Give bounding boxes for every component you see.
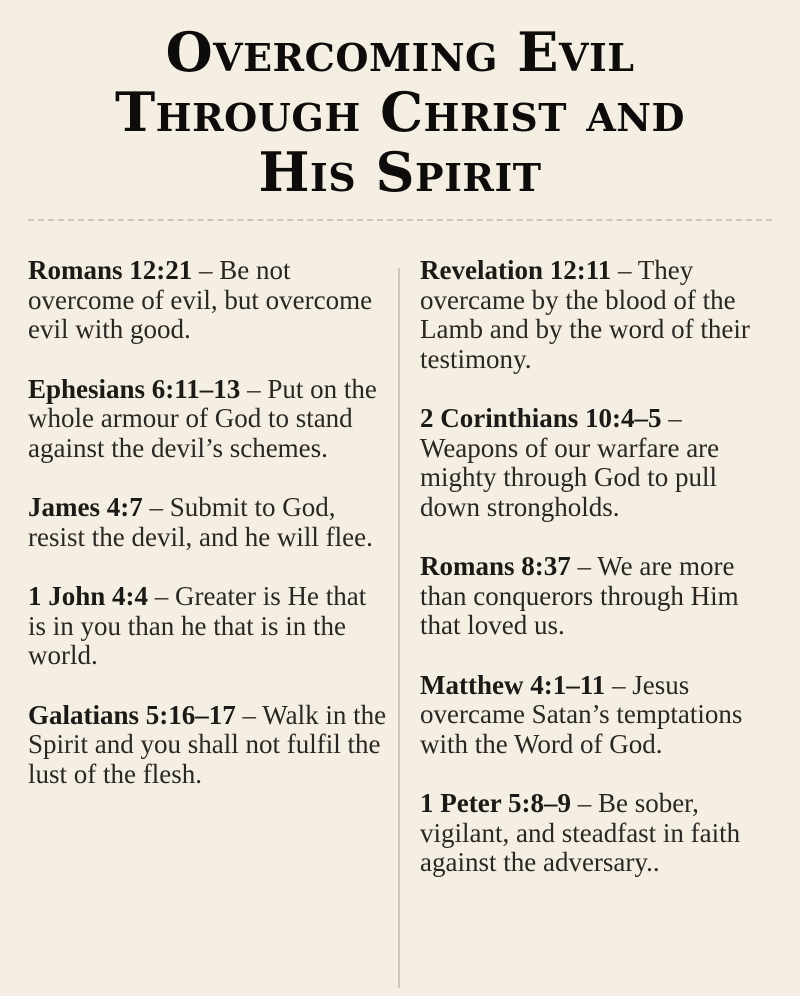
verse-entry: [420, 256, 782, 374]
verse-entry: [28, 582, 390, 671]
title-line: His Spirit: [258, 140, 542, 204]
verse-entry: [420, 671, 782, 760]
verse-entry: [420, 552, 782, 641]
verse-text: – Submit to God, resist the devil, and he will flee.: [28, 492, 373, 552]
verse-reference: 1 John 4:4: [28, 581, 149, 611]
title-line: Through Christ and: [115, 80, 685, 144]
verse-reference: 2 Corinthians 10:4–5: [420, 403, 662, 433]
page-title: [0, 22, 800, 202]
verse-text: – Weapons of our warfare are mighty through God to pull down strongholds.: [420, 403, 720, 522]
verse-text: – Walk in the Spirit and you shall not fulfil the lust of the flesh.: [28, 699, 387, 789]
verse-text: – Be not overcome of evil, but overcome evil with good.: [28, 255, 373, 344]
right-column: [420, 256, 782, 908]
left-column: [28, 256, 390, 819]
verse-text: – Put on the whole armour of God to stand against the devil’s schemes.: [28, 373, 377, 463]
column-divider: [398, 268, 400, 988]
verse-entry: [28, 701, 390, 790]
verse-entry: [28, 256, 390, 345]
verse-reference: Matthew 4:1–11: [420, 669, 606, 700]
verse-entry: [420, 404, 782, 522]
verse-text: – We are more than conquerors through Him that loved us.: [420, 551, 739, 640]
verse-entry: [28, 375, 390, 464]
verse-reference: James 4:7: [28, 492, 143, 522]
verse-text: – Jesus overcame Satan’s temptations with the Word of God.: [420, 669, 743, 759]
title-divider: [28, 219, 772, 221]
verse-entry: [28, 493, 390, 552]
verse-reference: Romans 12:21: [28, 255, 193, 285]
verse-reference: Revelation 12:11: [420, 255, 612, 285]
verse-reference: Galatians 5:16–17: [28, 699, 236, 730]
verse-reference: 1 Peter 5:8–9: [420, 788, 571, 818]
title-line: Overcoming Evil: [165, 20, 635, 84]
verse-text: – They overcame by the blood of the Lamb and by the word of their testimony.: [420, 255, 750, 374]
verse-reference: Ephesians 6:11–13: [28, 373, 241, 404]
verse-text: – Be sober, vigilant, and steadfast in faith against the adversary..: [420, 788, 741, 877]
verse-text: – Greater is He that is in you than he that is in the world.: [28, 581, 367, 670]
verse-reference: Romans 8:37: [420, 551, 571, 581]
verse-entry: [420, 789, 782, 878]
